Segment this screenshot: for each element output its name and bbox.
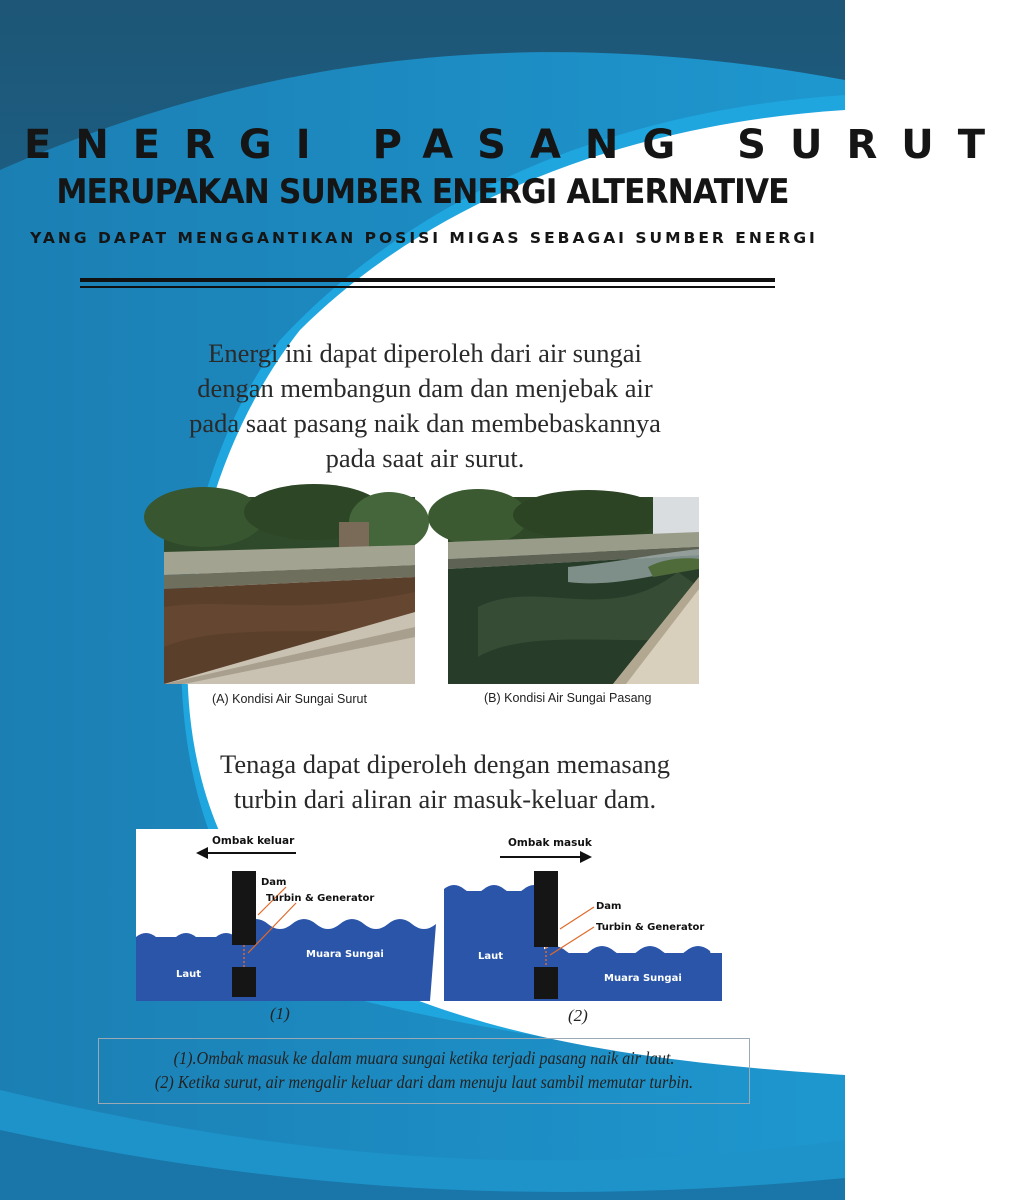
d1-dam-label: Dam <box>261 877 287 888</box>
explanation-box <box>98 1038 750 1104</box>
d2-turbine-label: Turbin & Generator <box>596 922 705 933</box>
turbine-line-2: turbin dari aliran air masuk-keluar dam. <box>233 784 657 814</box>
title-line-3: YANG DAPAT MENGGANTIKAN POSISI MIGAS SEBAGAI SUMBER ENERGI <box>30 229 818 247</box>
diagram-1-number: (1) <box>270 1004 290 1023</box>
turbine-line-1: Tenaga dapat diperoleh dengan memasang <box>220 749 670 779</box>
d2-muara-label: Muara Sungai <box>604 973 682 984</box>
turbine-paragraph <box>140 747 750 817</box>
intro-line-4: pada saat air surut. <box>325 443 525 473</box>
d2-laut-label: Laut <box>478 951 504 962</box>
intro-line-2: dengan membangun dam dan menjebak air <box>197 373 653 403</box>
divider-thick <box>80 278 775 282</box>
caption-photo-a: (A) Kondisi Air Sungai Surut <box>212 692 367 706</box>
d1-laut-label: Laut <box>176 969 202 980</box>
title-line-2: MERUPAKAN SUMBER ENERGI ALTERNATIVE <box>56 172 789 212</box>
caption-photo-b: (B) Kondisi Air Sungai Pasang <box>484 691 652 705</box>
d2-dam-label: Dam <box>596 901 622 912</box>
intro-line-3: pada saat pasang naik dan membebaskannya <box>189 408 661 438</box>
d1-muara-label: Muara Sungai <box>306 949 384 960</box>
d1-turbine-label: Turbin & Generator <box>266 893 375 904</box>
note-line-2: (2) Ketika surut, air mengalir keluar dari dam menuju laut sambil memutar turbin. <box>154 1072 694 1092</box>
photo-river-high-tide <box>448 497 699 684</box>
intro-paragraph <box>120 336 730 476</box>
d1-arrow-label: Ombak keluar <box>212 835 295 847</box>
title-line-1: ENERGI PASANG SURUT <box>24 122 1009 168</box>
diagram-ombak-masuk <box>444 829 722 1001</box>
photo-river-low-tide <box>164 497 415 684</box>
divider-thin <box>80 286 775 288</box>
diagram-2-number: (2) <box>568 1006 588 1025</box>
intro-line-1: Energi ini dapat diperoleh dari air sungai <box>208 338 642 368</box>
d2-arrow-label: Ombak masuk <box>508 837 592 849</box>
diagram-ombak-keluar <box>136 829 430 1001</box>
note-line-1: (1).Ombak masuk ke dalam muara sungai ketika terjadi pasang naik air laut. <box>173 1048 675 1068</box>
